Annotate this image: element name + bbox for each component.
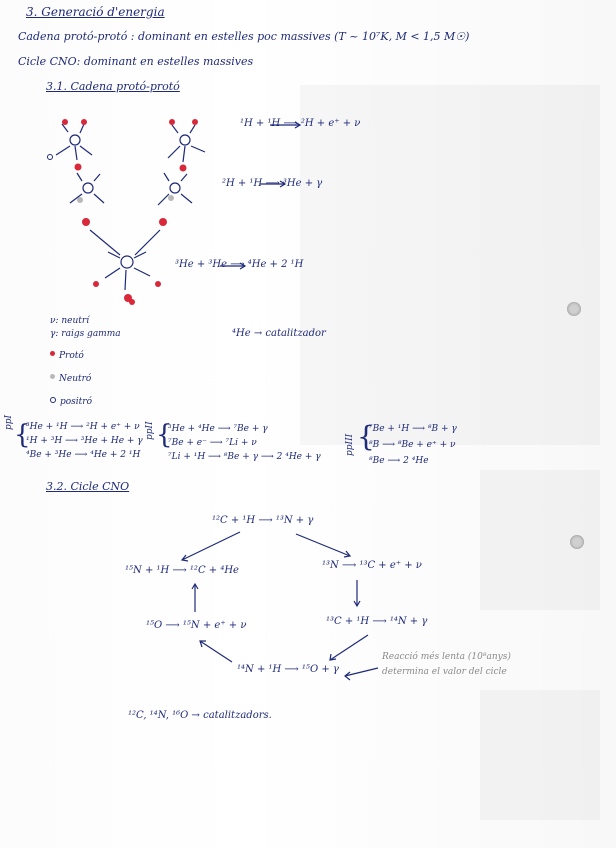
- ppI-line-1: ³He + ¹H ⟶ ²H + e⁺ + ν: [26, 422, 140, 432]
- cno-step-top: ¹²C + ¹H ⟶ ¹³N + γ: [212, 515, 314, 526]
- pp-reaction-2: ²H + ¹H ⟶ ³He + γ: [222, 178, 323, 189]
- ppIII-label: ppIII: [345, 433, 355, 456]
- cno-dominance-line: Cicle CNO: dominant en estelles massives: [18, 55, 254, 68]
- ppII-brace: {: [156, 420, 173, 450]
- cno-step-right-bottom: ¹³C + ¹H ⟶ ¹⁴N + γ: [326, 616, 428, 627]
- cno-slow-note-1: Reacció més lenta (10⁸anys): [382, 652, 511, 662]
- cno-step-bottom: ¹⁴N + ¹H ⟶ ¹⁵O + γ: [237, 664, 339, 675]
- section-title: 3. Generació d'energia: [26, 5, 165, 19]
- ppIII-line-1: ⁷Be + ¹H ⟶ ⁸B + γ: [369, 424, 457, 434]
- cno-subtitle: 3.2. Cicle CNO: [46, 480, 130, 493]
- ppII-label: ppII: [145, 421, 155, 440]
- pp-dominance-line: Cadena protó-protó : dominant en estelles poc massives (T ~ 10⁷K, M < 1,5 M☉): [18, 30, 470, 43]
- ppI-brace: {: [14, 420, 31, 450]
- legend-gamma: γ: raigs gamma: [50, 329, 121, 339]
- ppI-line-3: ⁴Be + ³He ⟶ ⁴He + 2 ¹H: [26, 450, 141, 460]
- cno-step-right-top: ¹³N ⟶ ¹³C + e⁺ + ν: [322, 560, 422, 571]
- ppIII-line-2: ⁸B ⟶ ⁸Be + e⁺ + ν: [369, 440, 456, 450]
- pp-reaction-3: ³He + ³He ⟶ ⁴He + 2 ¹H: [175, 259, 304, 270]
- ppI-label: ppI: [4, 414, 14, 430]
- cno-step-left-bottom: ¹⁵O ⟶ ¹⁵N + e⁺ + ν: [146, 620, 247, 631]
- ppII-line-2: ⁷Be + e⁻ ⟶ ⁷Li + ν: [168, 438, 257, 448]
- ppI-line-2: ¹H + ³H ⟶ ³He + He + γ: [26, 436, 143, 446]
- cno-catalysts: ¹²C, ¹⁴N, ¹⁶O → catalitzadors.: [128, 710, 272, 721]
- ppIII-brace: {: [357, 420, 375, 453]
- pp-chain-subtitle: 3.1. Cadena protó-protó: [46, 80, 180, 93]
- legend-neutron: Neutró: [59, 374, 92, 384]
- legend-neutrino: ν: neutrí: [50, 316, 90, 326]
- legend-positron: positró: [60, 397, 93, 407]
- ppII-line-1: ³He + ⁴He ⟶ ⁷Be + γ: [168, 424, 268, 434]
- legend-proton: Protó: [59, 351, 84, 361]
- ppII-line-3: ⁷Li + ¹H ⟶ ⁸Be + γ ⟶ 2 ⁴He + γ: [168, 452, 321, 462]
- cno-step-left-top: ¹⁵N + ¹H ⟶ ¹²C + ⁴He: [125, 565, 239, 576]
- pp-reaction-4: ⁴He → catalitzador: [232, 328, 326, 339]
- cno-slow-note-2: determina el valor del cicle: [382, 667, 507, 677]
- pp-reaction-1: ¹H + ¹H ⟶ ²H + e⁺ + ν: [240, 118, 361, 129]
- ppIII-line-3: ⁸Be ⟶ 2 ⁴He: [369, 456, 429, 466]
